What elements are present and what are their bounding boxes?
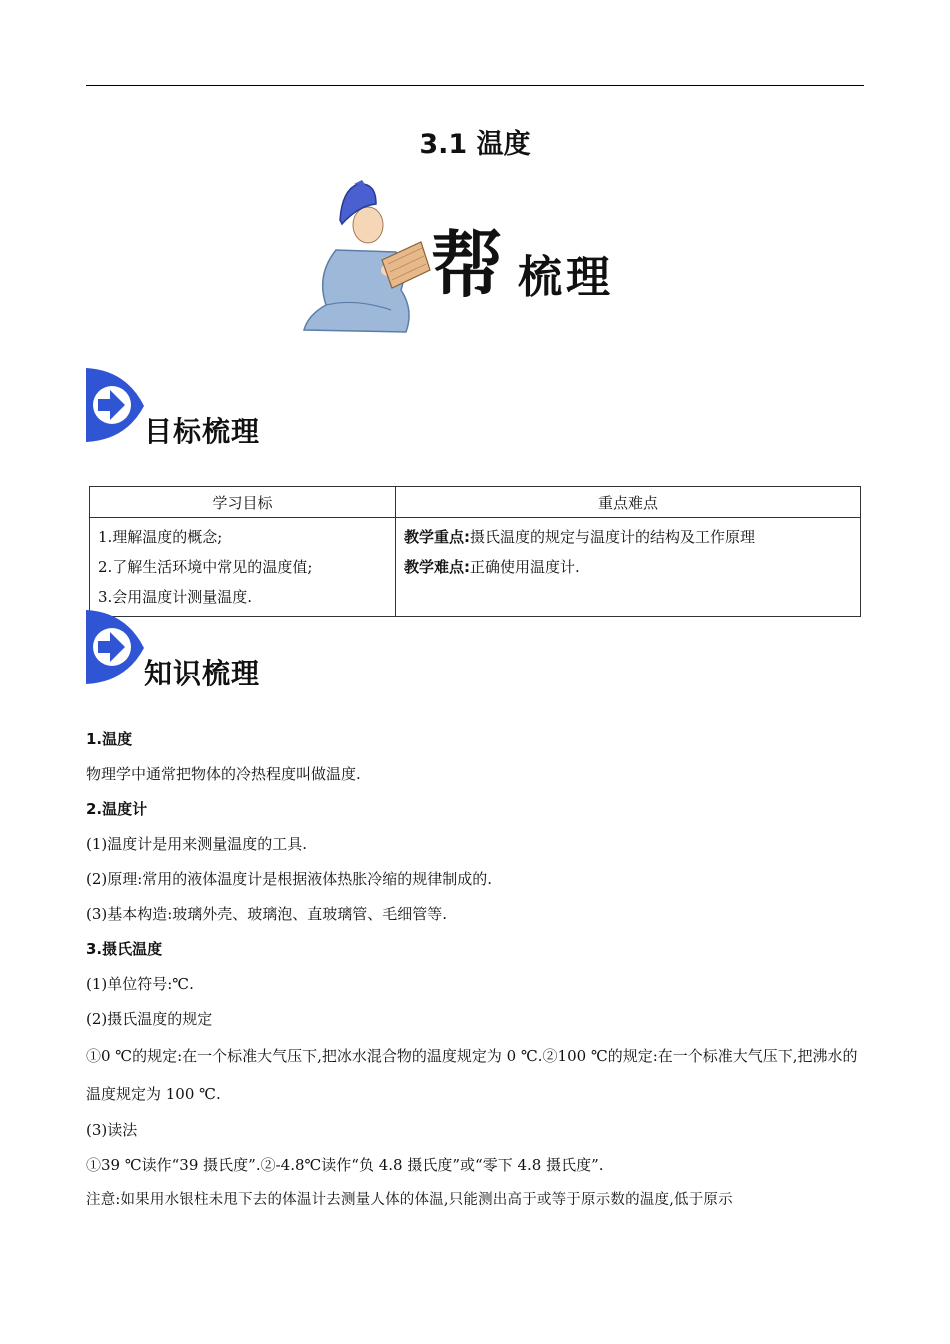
- goal-item: 1.理解温度的概念;: [98, 528, 223, 546]
- knowledge-content: [86, 722, 866, 1218]
- difficulty-text: 正确使用温度计.: [470, 558, 580, 576]
- heading-celsius: 3.摄氏温度: [86, 940, 163, 958]
- paragraph: (3)基本构造:玻璃外壳、玻璃泡、直玻璃管、毛细管等.: [86, 905, 448, 923]
- goal-item: 3.会用温度计测量温度.: [98, 588, 253, 606]
- section-goals-heading: 目标梳理: [144, 415, 261, 448]
- paragraph: 物理学中通常把物体的冷热程度叫做温度.: [86, 765, 361, 783]
- heading-temperature: 1.温度: [86, 730, 133, 748]
- arrow-icon: [86, 368, 144, 442]
- goals-header-left: 学习目标: [90, 487, 396, 518]
- key-points-cell: [396, 518, 861, 617]
- banner-illustration: [296, 180, 626, 340]
- goals-header-right: 重点难点: [396, 487, 861, 518]
- focus-text: 摄氏温度的规定与温度计的结构及工作原理: [470, 528, 756, 546]
- paragraph: (1)温度计是用来测量温度的工具.: [86, 835, 308, 853]
- section-knowledge-heading: 知识梳理: [144, 657, 261, 690]
- note-paragraph: 注意:如果用水银柱未甩下去的体温计去测量人体的体温,只能测出高于或等于原示数的温度,低于原示: [86, 1192, 733, 1208]
- scholar-reading-illustration: [296, 180, 626, 340]
- page-title: 3.1 温度: [419, 129, 531, 160]
- section-knowledge: [86, 610, 386, 690]
- goal-item: 2.了解生活环境中常见的温度值;: [98, 558, 313, 576]
- paragraph: (1)单位符号:℃.: [86, 975, 194, 993]
- paragraph: (2)原理:常用的液体温度计是根据液体热胀冷缩的规律制成的.: [86, 870, 493, 888]
- banner-small-chars: 梳理: [518, 252, 614, 303]
- paragraph: ①39 ℃读作“39 摄氏度”.②-4.8℃读作“负 4.8 摄氏度”或“零下 4.8 摄氏度”.: [86, 1156, 604, 1174]
- goals-table: [89, 486, 861, 617]
- learning-goals-cell: [90, 518, 396, 617]
- banner-big-char: 帮: [431, 222, 504, 307]
- focus-label: 教学重点:: [404, 528, 470, 546]
- difficulty-label: 教学难点:: [404, 558, 470, 576]
- top-rule: [86, 85, 864, 86]
- arrow-icon: [86, 610, 144, 684]
- heading-thermometer: 2.温度计: [86, 800, 148, 818]
- section-goals: [86, 368, 386, 448]
- paragraph: (2)摄氏温度的规定: [86, 1010, 213, 1028]
- paragraph: (3)读法: [86, 1121, 138, 1139]
- paragraph: ①0 ℃的规定:在一个标准大气压下,把冰水混合物的温度规定为 0 ℃.②100 ℃的规定:在一个标准大气压下,把沸水的温度规定为 100 ℃.: [86, 1047, 858, 1103]
